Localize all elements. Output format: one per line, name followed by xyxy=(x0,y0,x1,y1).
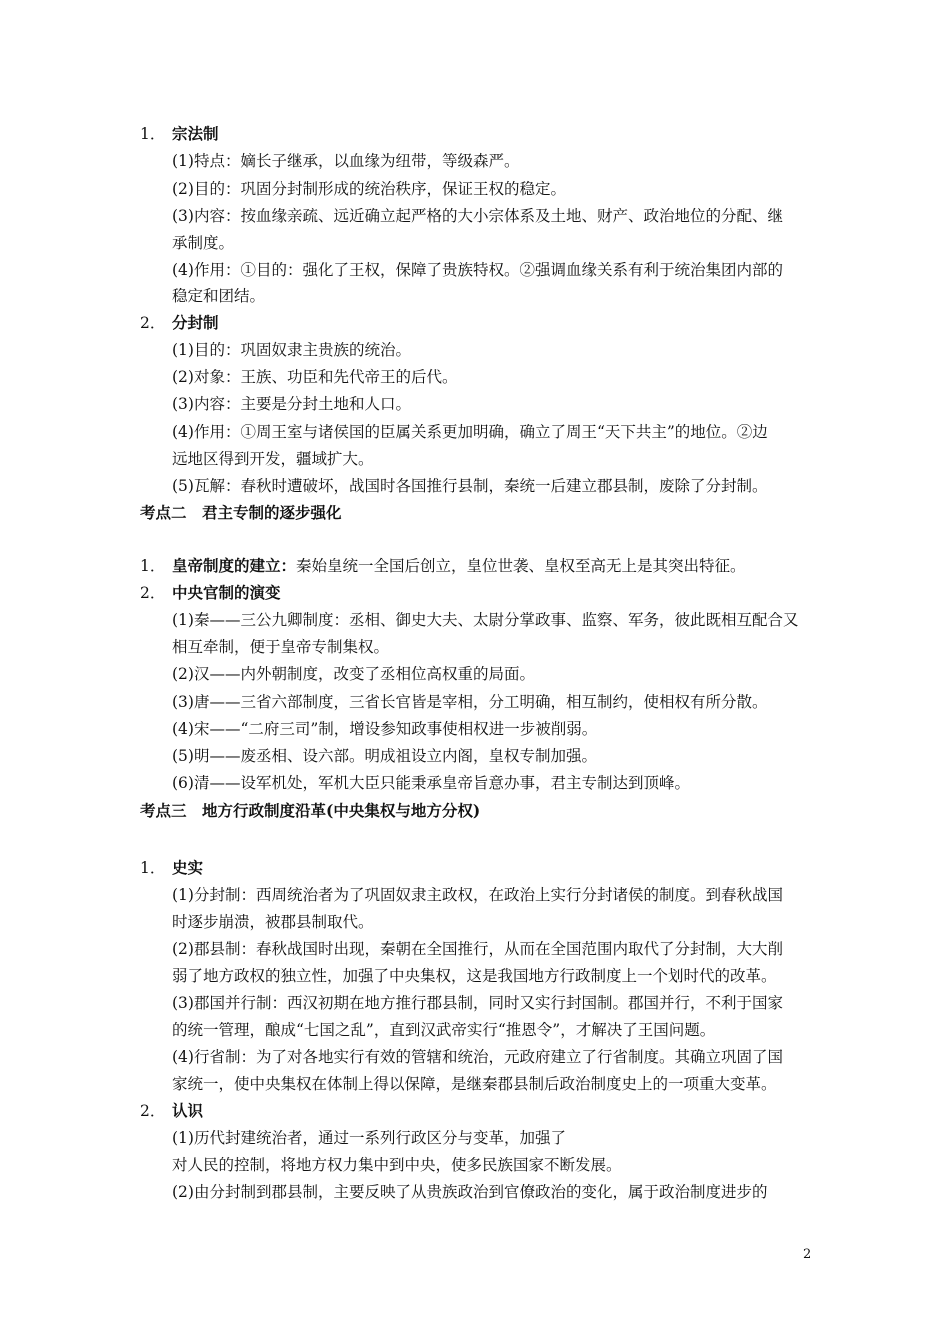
item-number: 1． xyxy=(140,125,166,143)
item-number: 2． xyxy=(140,584,166,602)
text-line: 相互牵制，便于皇帝专制集权。 xyxy=(172,638,390,656)
text-line: 稳定和团结。 xyxy=(172,287,266,305)
heading-zongfa: 宗法制 xyxy=(172,124,219,143)
section-title: 考点三 地方行政制度沿革(中央集权与地方分权) xyxy=(140,801,481,820)
text-line: (4)作用：①周王室与诸侯国的臣属关系更加明确，确立了周王“天下共主”的地位。②边 xyxy=(172,423,768,441)
text-line: (2)对象：王族、功臣和先代帝王的后代。 xyxy=(172,368,458,386)
text-line: (1)历代封建统治者，通过一系列行政区分与变革，加强了 xyxy=(172,1129,566,1147)
item-number: 2． xyxy=(140,1102,166,1120)
text-line xyxy=(172,555,746,577)
heading-facts: 史实 xyxy=(172,858,204,877)
text-line: 弱了地方政权的独立性，加强了中央集权，这是我国地方行政制度上一个划时代的改革。 xyxy=(172,967,777,985)
text-line: (1)特点：嫡长子继承，以血缘为纽带，等级森严。 xyxy=(172,152,520,170)
text-span: 秦始皇统一全国后创立，皇位世袭、皇权至高无上是其突出特征。 xyxy=(296,557,746,575)
text-line: (4)作用：①目的：强化了王权，保障了贵族特权。②强调血缘关系有利于统治集团内部的 xyxy=(172,261,783,279)
text-line: 家统一，使中央集权在体制上得以保障，是继秦郡县制后政治制度史上的一项重大变革。 xyxy=(172,1075,777,1093)
text-line: 的统一管理，酿成“七国之乱”，直到汉武帝实行“推恩令”，才解决了王国问题。 xyxy=(172,1021,716,1039)
text-line: (3)内容：主要是分封土地和人口。 xyxy=(172,395,411,413)
heading-understanding: 认识 xyxy=(172,1101,204,1120)
text-line: (5)瓦解：春秋时遭破坏，战国时各国推行县制，秦统一后建立郡县制，废除了分封制。 xyxy=(172,477,768,495)
text-line: 承制度。 xyxy=(172,234,235,252)
heading-central-officials: 中央官制的演变 xyxy=(172,583,281,602)
text-line: (1)秦——三公九卿制度：丞相、御史大夫、太尉分掌政事、监察、军务，彼此既相互配合又 xyxy=(172,611,799,629)
text-line: (6)清——设军机处，军机大臣只能秉承皇帝旨意办事，君主专制达到顶峰。 xyxy=(172,774,690,792)
section-title: 考点二 君主专制的逐步强化 xyxy=(140,503,342,522)
text-line: (1)分封制：西周统治者为了巩固奴隶主政权，在政治上实行分封诸侯的制度。到春秋战国 xyxy=(172,886,783,904)
item-number: 1． xyxy=(140,859,166,877)
text-line: (2)目的：巩固分封制形成的统治秩序，保证王权的稳定。 xyxy=(172,180,566,198)
text-line: (5)明——废丞相、设六部。明成祖设立内阁，皇权专制加强。 xyxy=(172,747,597,765)
text-line: (4)宋——“二府三司”制，增设参知政事使相权进一步被削弱。 xyxy=(172,720,598,738)
text-line: (2)由分封制到郡县制，主要反映了从贵族政治到官僚政治的变化，属于政治制度进步的 xyxy=(172,1183,768,1201)
heading-emperor-system: 皇帝制度的建立： xyxy=(172,556,297,575)
text-line: (2)汉——内外朝制度，改变了丞相位高权重的局面。 xyxy=(172,665,535,683)
text-line: (4)行省制：为了对各地实行有效的管辖和统治，元政府建立了行省制度。其确立巩固了国 xyxy=(172,1048,783,1066)
item-number: 1． xyxy=(140,557,166,575)
text-line: (2)郡县制：春秋战国时出现，秦朝在全国推行，从而在全国范围内取代了分封制，大大削 xyxy=(172,940,783,958)
text-line: (1)目的：巩固奴隶主贵族的统治。 xyxy=(172,341,411,359)
page-number: 2 xyxy=(803,1247,812,1262)
text-line: 对人民的控制，将地方权力集中到中央，使多民族国家不断发展。 xyxy=(172,1156,622,1174)
text-line: (3)唐——三省六部制度，三省长官皆是宰相，分工明确，相互制约，使相权有所分散。 xyxy=(172,693,768,711)
text-line: 远地区得到开发，疆域扩大。 xyxy=(172,450,374,468)
text-line: (3)内容：按血缘亲疏、远近确立起严格的大小宗体系及土地、财产、政治地位的分配、继 xyxy=(172,207,783,225)
text-line: 时逐步崩溃，被郡县制取代。 xyxy=(172,913,374,931)
text-line: (3)郡国并行制：西汉初期在地方推行郡县制，同时又实行封国制。郡国并行，不利于国家 xyxy=(172,994,783,1012)
heading-fenfeng: 分封制 xyxy=(172,313,219,332)
item-number: 2． xyxy=(140,314,166,332)
